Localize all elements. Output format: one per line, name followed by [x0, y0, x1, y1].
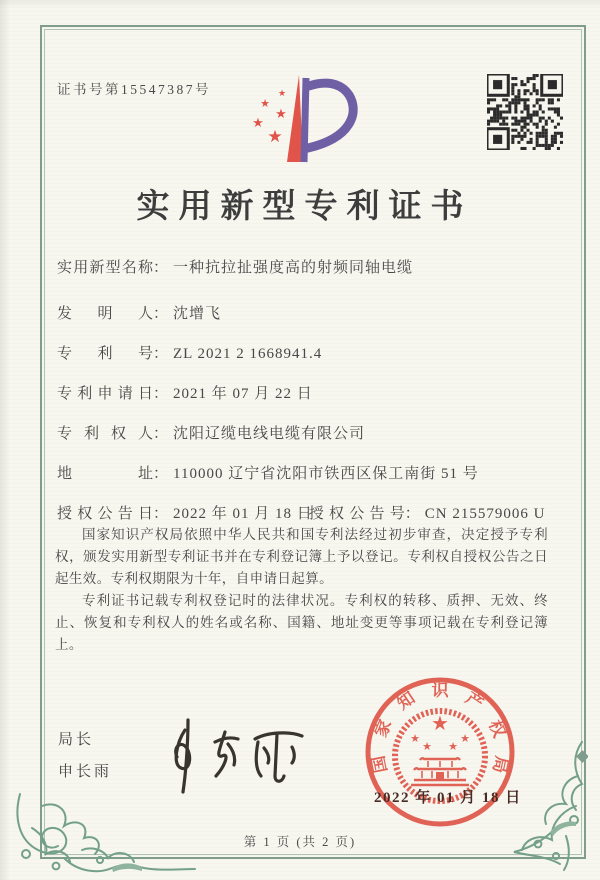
field-colon: ： [153, 346, 169, 362]
qr-code [487, 74, 563, 150]
star-icon: ★ [267, 127, 283, 147]
logo-wedge [287, 75, 303, 162]
star-icon: ★ [277, 89, 287, 99]
seal-star-icon: ★ [422, 740, 432, 753]
field-colon: ： [153, 426, 169, 442]
field-row-inventor [57, 304, 550, 324]
legal-paragraph-2: 专利证书记载专利权登记时的法律状况。专利权的转移、质押、无效、终止、恢复和专利权人的姓名或名称、国籍、地址变更等事项记载在专利登记簿上。 [55, 593, 548, 652]
field-label: 地址 [57, 466, 153, 482]
star-icon: ★ [252, 116, 264, 131]
page-number: 第 1 页 (共 2 页) [243, 835, 357, 849]
field-row-filing-date [57, 384, 550, 404]
seal-star-icon: ★ [410, 732, 420, 745]
signature-stroke [292, 747, 294, 763]
field-label: 专利申请日 [57, 386, 153, 402]
seal-date: 2022 年 01 月 18 日 [374, 790, 522, 806]
grant-date-pair [57, 504, 313, 524]
field-value: 110000 辽宁省沈阳市铁西区保工南街 51 号 [173, 466, 479, 482]
cnipa-logo-icon [237, 62, 367, 167]
field-colon: ： [153, 386, 169, 402]
field-value: 一种抗拉扯强度高的射频同轴电缆 [173, 260, 414, 276]
legal-text [55, 524, 548, 656]
field-row-patent-no [57, 344, 550, 364]
field-row-grant [57, 504, 550, 524]
field-label: 授权公告日 [57, 506, 153, 522]
field-label: 专利号 [57, 346, 153, 362]
seal-star-icon: ★ [431, 711, 449, 735]
field-label: 专利权人 [57, 426, 153, 442]
signature-stroke [228, 744, 235, 765]
director-title: 局长 [58, 732, 95, 748]
seal-emblem-gate [411, 758, 469, 785]
field-colon: ： [404, 506, 420, 522]
field-colon: ： [153, 306, 169, 322]
field-colon: ： [153, 466, 169, 482]
scan-edge [0, 0, 10, 880]
field-label: 授权公告号 [308, 506, 405, 522]
director-name: 申长雨 [58, 764, 113, 780]
signature-stroke [275, 734, 284, 781]
field-list [57, 258, 550, 544]
field-label: 发明人 [57, 306, 153, 322]
ornament-leaf [112, 863, 142, 872]
star-icon: ★ [275, 107, 287, 122]
signature-stroke [256, 742, 261, 776]
certificate-title: 实用新型专利证书 [136, 189, 473, 225]
field-value: 沈增飞 [173, 306, 222, 322]
field-label: 实用新型名称 [57, 260, 153, 276]
floral-ornament-bottom-right [486, 736, 588, 872]
field-value: 沈阳辽缆电线电缆有限公司 [173, 426, 366, 442]
field-value: 2021 年 07 月 22 日 [173, 386, 313, 402]
scan-edge [0, 0, 600, 8]
star-icon: ★ [260, 97, 270, 110]
certificate-number: 证书号第15547387号 [57, 82, 211, 97]
field-row-patentee [57, 424, 550, 444]
logo-p-bowl [308, 83, 353, 148]
signature-stroke [264, 748, 269, 763]
field-colon: ： [153, 506, 169, 522]
legal-paragraph-1: 国家知识产权局依照中华人民共和国专利法经过初步审查，决定授予专利权，颁发实用新型专利证书并在专利登记簿上予以登记。专利权自授权公告之日起生效。专利权期限为十年，自申请日起算。 [55, 527, 548, 586]
signature-stroke [215, 738, 238, 742]
field-value: CN 215579006 U [424, 506, 546, 522]
seal-star-icon: ★ [448, 740, 458, 753]
field-colon: ： [153, 260, 169, 276]
field-value: ZL 2021 2 1668941.4 [173, 346, 323, 362]
seal-text: 国家知识产权局 [368, 680, 512, 775]
grant-no-pair [309, 504, 546, 524]
field-row-name [57, 258, 550, 278]
field-row-address [57, 464, 550, 484]
seal-star-icon: ★ [460, 732, 470, 745]
field-value: 2022 年 01 月 18 日 [173, 506, 313, 522]
